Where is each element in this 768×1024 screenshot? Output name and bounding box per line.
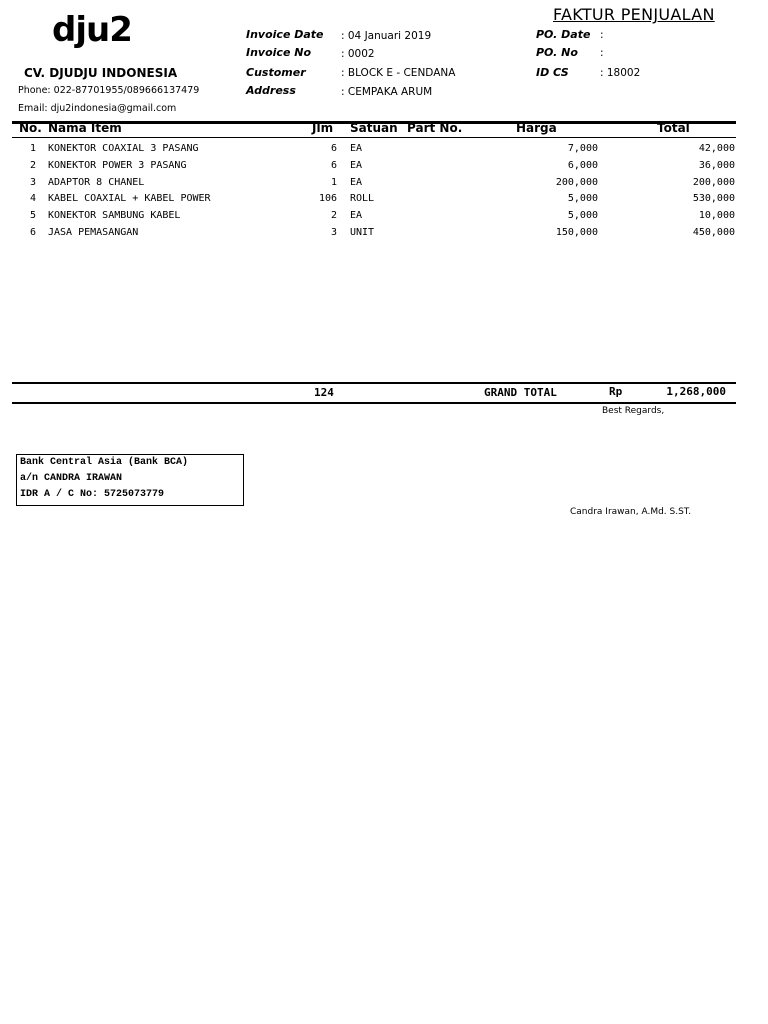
grand-total-label: GRAND TOTAL xyxy=(484,386,557,399)
address-label: Address xyxy=(246,84,296,97)
header-part: Part No. xyxy=(407,121,463,135)
currency-label: Rp xyxy=(609,385,623,398)
bank-name: Bank Central Asia (Bank BCA) xyxy=(20,457,189,468)
cell-item: KONEKTOR POWER 3 PASANG xyxy=(48,159,187,171)
cell-total: 530,000 xyxy=(692,193,735,205)
address-value: : CEMPAKA ARUM xyxy=(341,86,433,98)
document-title: FAKTUR PENJUALAN xyxy=(553,5,715,24)
cell-price: 200,000 xyxy=(555,176,598,188)
bank-info-box xyxy=(16,454,244,506)
company-email: Email: dju2indonesia@gmail.com xyxy=(18,103,177,114)
cell-item: KABEL COAXIAL + KABEL POWER xyxy=(48,193,211,205)
cell-price: 6,000 xyxy=(567,159,598,171)
cell-total: 36,000 xyxy=(698,159,735,171)
cell-unit: EA xyxy=(350,143,363,154)
invoice-date-value: : 04 Januari 2019 xyxy=(341,30,432,42)
bank-account-holder: a/n CANDRA IRAWAN xyxy=(20,473,123,484)
id-cs-value: : 18002 xyxy=(600,67,641,79)
table-row xyxy=(0,193,768,209)
company-name: CV. DJUDJU INDONESIA xyxy=(24,66,178,80)
cell-no: 3 xyxy=(29,176,36,188)
po-no-value: : xyxy=(600,47,604,59)
header-unit: Satuan xyxy=(350,121,398,135)
table-header-rule xyxy=(12,137,736,138)
table-row xyxy=(0,177,768,193)
cell-unit: EA xyxy=(350,210,363,222)
cell-no: 1 xyxy=(29,143,36,154)
po-no-label: PO. No xyxy=(536,46,578,59)
cell-price: 150,000 xyxy=(555,227,598,238)
cell-price: 5,000 xyxy=(567,210,598,222)
id-cs-label: ID CS xyxy=(536,66,569,79)
table-row xyxy=(0,160,768,176)
best-regards: Best Regards, xyxy=(602,406,665,416)
cell-no: 6 xyxy=(29,227,36,238)
cell-item: KONEKTOR COAXIAL 3 PASANG xyxy=(48,143,199,154)
cell-total: 200,000 xyxy=(692,176,735,188)
company-logo: dju2 xyxy=(52,10,132,50)
grand-total-value: 1,268,000 xyxy=(666,385,726,398)
company-phone: Phone: 022-87701955/089666137479 xyxy=(18,85,200,96)
cell-item: JASA PEMASANGAN xyxy=(48,227,139,238)
cell-qty: 106 xyxy=(318,193,337,205)
invoice-no-value: : 0002 xyxy=(341,48,375,60)
po-date-value: : xyxy=(600,29,604,41)
header-no: No. xyxy=(19,121,42,135)
header-qty: Jlm xyxy=(312,121,334,135)
cell-unit: EA xyxy=(350,159,363,171)
table-row xyxy=(0,227,768,243)
total-qty: 124 xyxy=(314,386,334,399)
cell-no: 4 xyxy=(29,193,36,205)
cell-total: 42,000 xyxy=(698,143,735,154)
customer-label: Customer xyxy=(246,66,306,79)
table-row xyxy=(0,143,768,159)
po-date-label: PO. Date xyxy=(536,28,591,41)
cell-item: KONEKTOR SAMBUNG KABEL xyxy=(48,210,181,222)
signer-name: Candra Irawan, A.Md. S.ST. xyxy=(570,507,692,517)
cell-unit: UNIT xyxy=(350,227,375,238)
invoice-no-label: Invoice No xyxy=(246,46,311,59)
cell-qty: 1 xyxy=(330,176,337,188)
header-price: Harga xyxy=(516,121,557,135)
cell-qty: 3 xyxy=(330,227,337,238)
table-row xyxy=(0,210,768,226)
header-total: Total xyxy=(657,121,690,135)
cell-price: 7,000 xyxy=(567,143,598,154)
cell-qty: 2 xyxy=(330,210,337,222)
invoice-date-label: Invoice Date xyxy=(246,28,324,41)
summary-bottom-rule xyxy=(12,402,736,404)
cell-unit: ROLL xyxy=(350,193,375,205)
cell-unit: EA xyxy=(350,176,363,188)
header-item: Nama Item xyxy=(48,121,122,135)
cell-item: ADAPTOR 8 CHANEL xyxy=(48,176,145,188)
cell-total: 450,000 xyxy=(692,227,735,238)
cell-total: 10,000 xyxy=(698,210,735,222)
bank-account-number: IDR A / C No: 5725073779 xyxy=(20,489,165,500)
cell-qty: 6 xyxy=(330,143,337,154)
cell-price: 5,000 xyxy=(567,193,598,205)
cell-no: 5 xyxy=(29,210,36,222)
summary-top-rule xyxy=(12,382,736,384)
cell-no: 2 xyxy=(29,159,36,171)
cell-qty: 6 xyxy=(330,159,337,171)
customer-value: : BLOCK E - CENDANA xyxy=(341,67,456,79)
